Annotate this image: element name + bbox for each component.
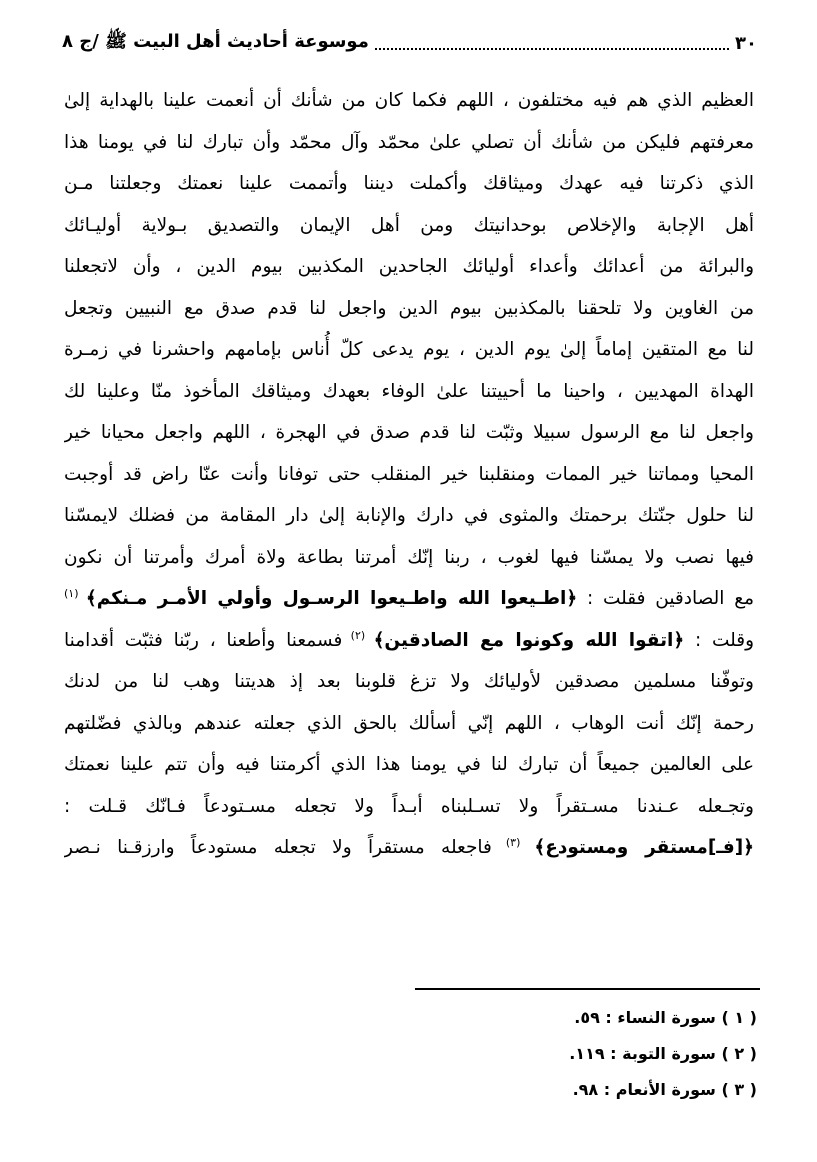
text-line: العظيم الذي هم فيه مختلفون ، اللهم فكما كان من شأنك أن أنعمت علينا بالهداية إلىٰ — [64, 90, 754, 111]
quran-quote: ﴿اتقوا الله وكونوا مع الصادقين﴾ — [373, 629, 685, 651]
text-line: لنا مع المتقين إماماً إلىٰ يوم الدين ، يوم يدعى كلّ أُناس بإمامهم واحشرنا في زمـرة — [64, 339, 754, 360]
header-dot-leader — [375, 36, 729, 50]
running-header — [62, 28, 757, 58]
text-line: على العالمين جميعاً أن تبارك لنا في يومنا هذا الذي أكرمتنا فيه وأن تتم علينا نعمتك — [64, 754, 754, 775]
text-line: والبرائة من أعدائك وأعداء أوليائك الجاحدين المكذبين بيوم الدين ، وأن لاتجعلنا — [64, 256, 754, 277]
footnote-ref: (١) — [64, 586, 86, 600]
footnote: ( ١ ) سورة النساء : ٥٩. — [574, 1008, 757, 1027]
body-text — [64, 80, 754, 869]
text-line: أهل الإجابة والإخلاص بوحدانيتك ومن أهل الإيمان والتصديق بـولاية أوليـائك — [64, 214, 754, 236]
footnote: ( ٢ ) سورة التوبة : ١١٩. — [569, 1044, 757, 1063]
text-line: وتجـعله عـندنا مسـتقراً ولا تسـلبناه أبـداً ولا تجعله مسـتودعاً فـانّك قـلت : — [64, 795, 754, 817]
footnote-ref: (٣) — [491, 835, 535, 849]
text-line: لنا حلول جنّتك برحمتك والمثوى في دارك والإنابة إلىٰ دار المقامة من فضلك لايمسّنا — [64, 505, 754, 526]
page-number: ٣٠ — [735, 32, 757, 54]
text-line: فيها نصب ولا يمسّنا فيها لغوب ، ربنا إنّك أمرتنا بطاعة ولاة أمرك وأمرتنا أن نكون — [64, 546, 754, 568]
footnote-ref: (٢) — [342, 628, 374, 642]
header-title: موسوعة أحاديث أهل البيت ﷺ /ج ٨ — [62, 31, 369, 52]
footnote: ( ٣ ) سورة الأنعام : ٩٨. — [572, 1080, 757, 1099]
text-line: من الغاوين ولا تلحقنا بالمكذبين بيوم الدين واجعل لنا قدم صدق مع النبيين وتجعل — [64, 297, 754, 319]
text-line: الهداة المهديين ، واحينا ما أحييتنا علىٰ الوفاء بعهدك وميثاقك المأخوذ منّا وعلينا لك — [64, 380, 754, 402]
text-line: معرفتهم فليكن من شأنك أن تصلي علىٰ محمّد وآل محمّد وأن تبارك لنا في يومنا هذا — [64, 131, 754, 153]
quran-quote: ﴿[فـ]مستقر ومستودع﴾ — [534, 837, 754, 858]
text-line: ﴿[فـ]مستقر ومستودع﴾ $^{(٣)}$ فاجعله مستقراً ولا تجعله مستودعاً وارزقـنا نـصر — [64, 835, 754, 858]
text-line: واجعل لنا مع الرسول سبيلا وثبّت لنا قدم صدق في الهجرة ، اللهم واجعل محيانا خير — [64, 422, 754, 443]
text-line: وقلت : ﴿اتقوا الله وكونوا مع الصادقين﴾ $^{(٢)}$ فسمعنا وأطعنا ، ربّنا فثبّت أقدامنا — [64, 628, 754, 651]
quran-quote: ﴿اطـيعوا الله واطـيعوا الرسـول وأولي الأمـر مـنكم﴾ — [85, 588, 578, 609]
footnote-separator — [415, 988, 760, 990]
text-line: مع الصادقين فقلت : ﴿اطـيعوا الله واطـيعوا الرسـول وأولي الأمـر مـنكم﴾ $^{(١)}$ — [64, 586, 754, 609]
text-line: وتوفّنا مسلمين مصدقين لأوليائك ولا تزغ قلوبنا بعد إذ هديتنا وهب لنا من لدنك — [64, 671, 754, 692]
text-line: الذي ذكرتنا فيه عهدك وميثاقك وأكملت ديننا وأتممت علينا نعمتك وجعلتنا مـن — [64, 173, 754, 194]
footnotes — [400, 1000, 757, 1108]
text-line: رحمة إنّك أنت الوهاب ، اللهم إنّي أسألك بالحق الذي جعلته عندهم وبالذي فضّلتهم — [64, 712, 754, 734]
text-line: المحيا ومماتنا خير الممات ومنقلبنا خير المنقلب حتى توفانا وأنت عنّا راض قد أوجبت — [64, 463, 754, 485]
